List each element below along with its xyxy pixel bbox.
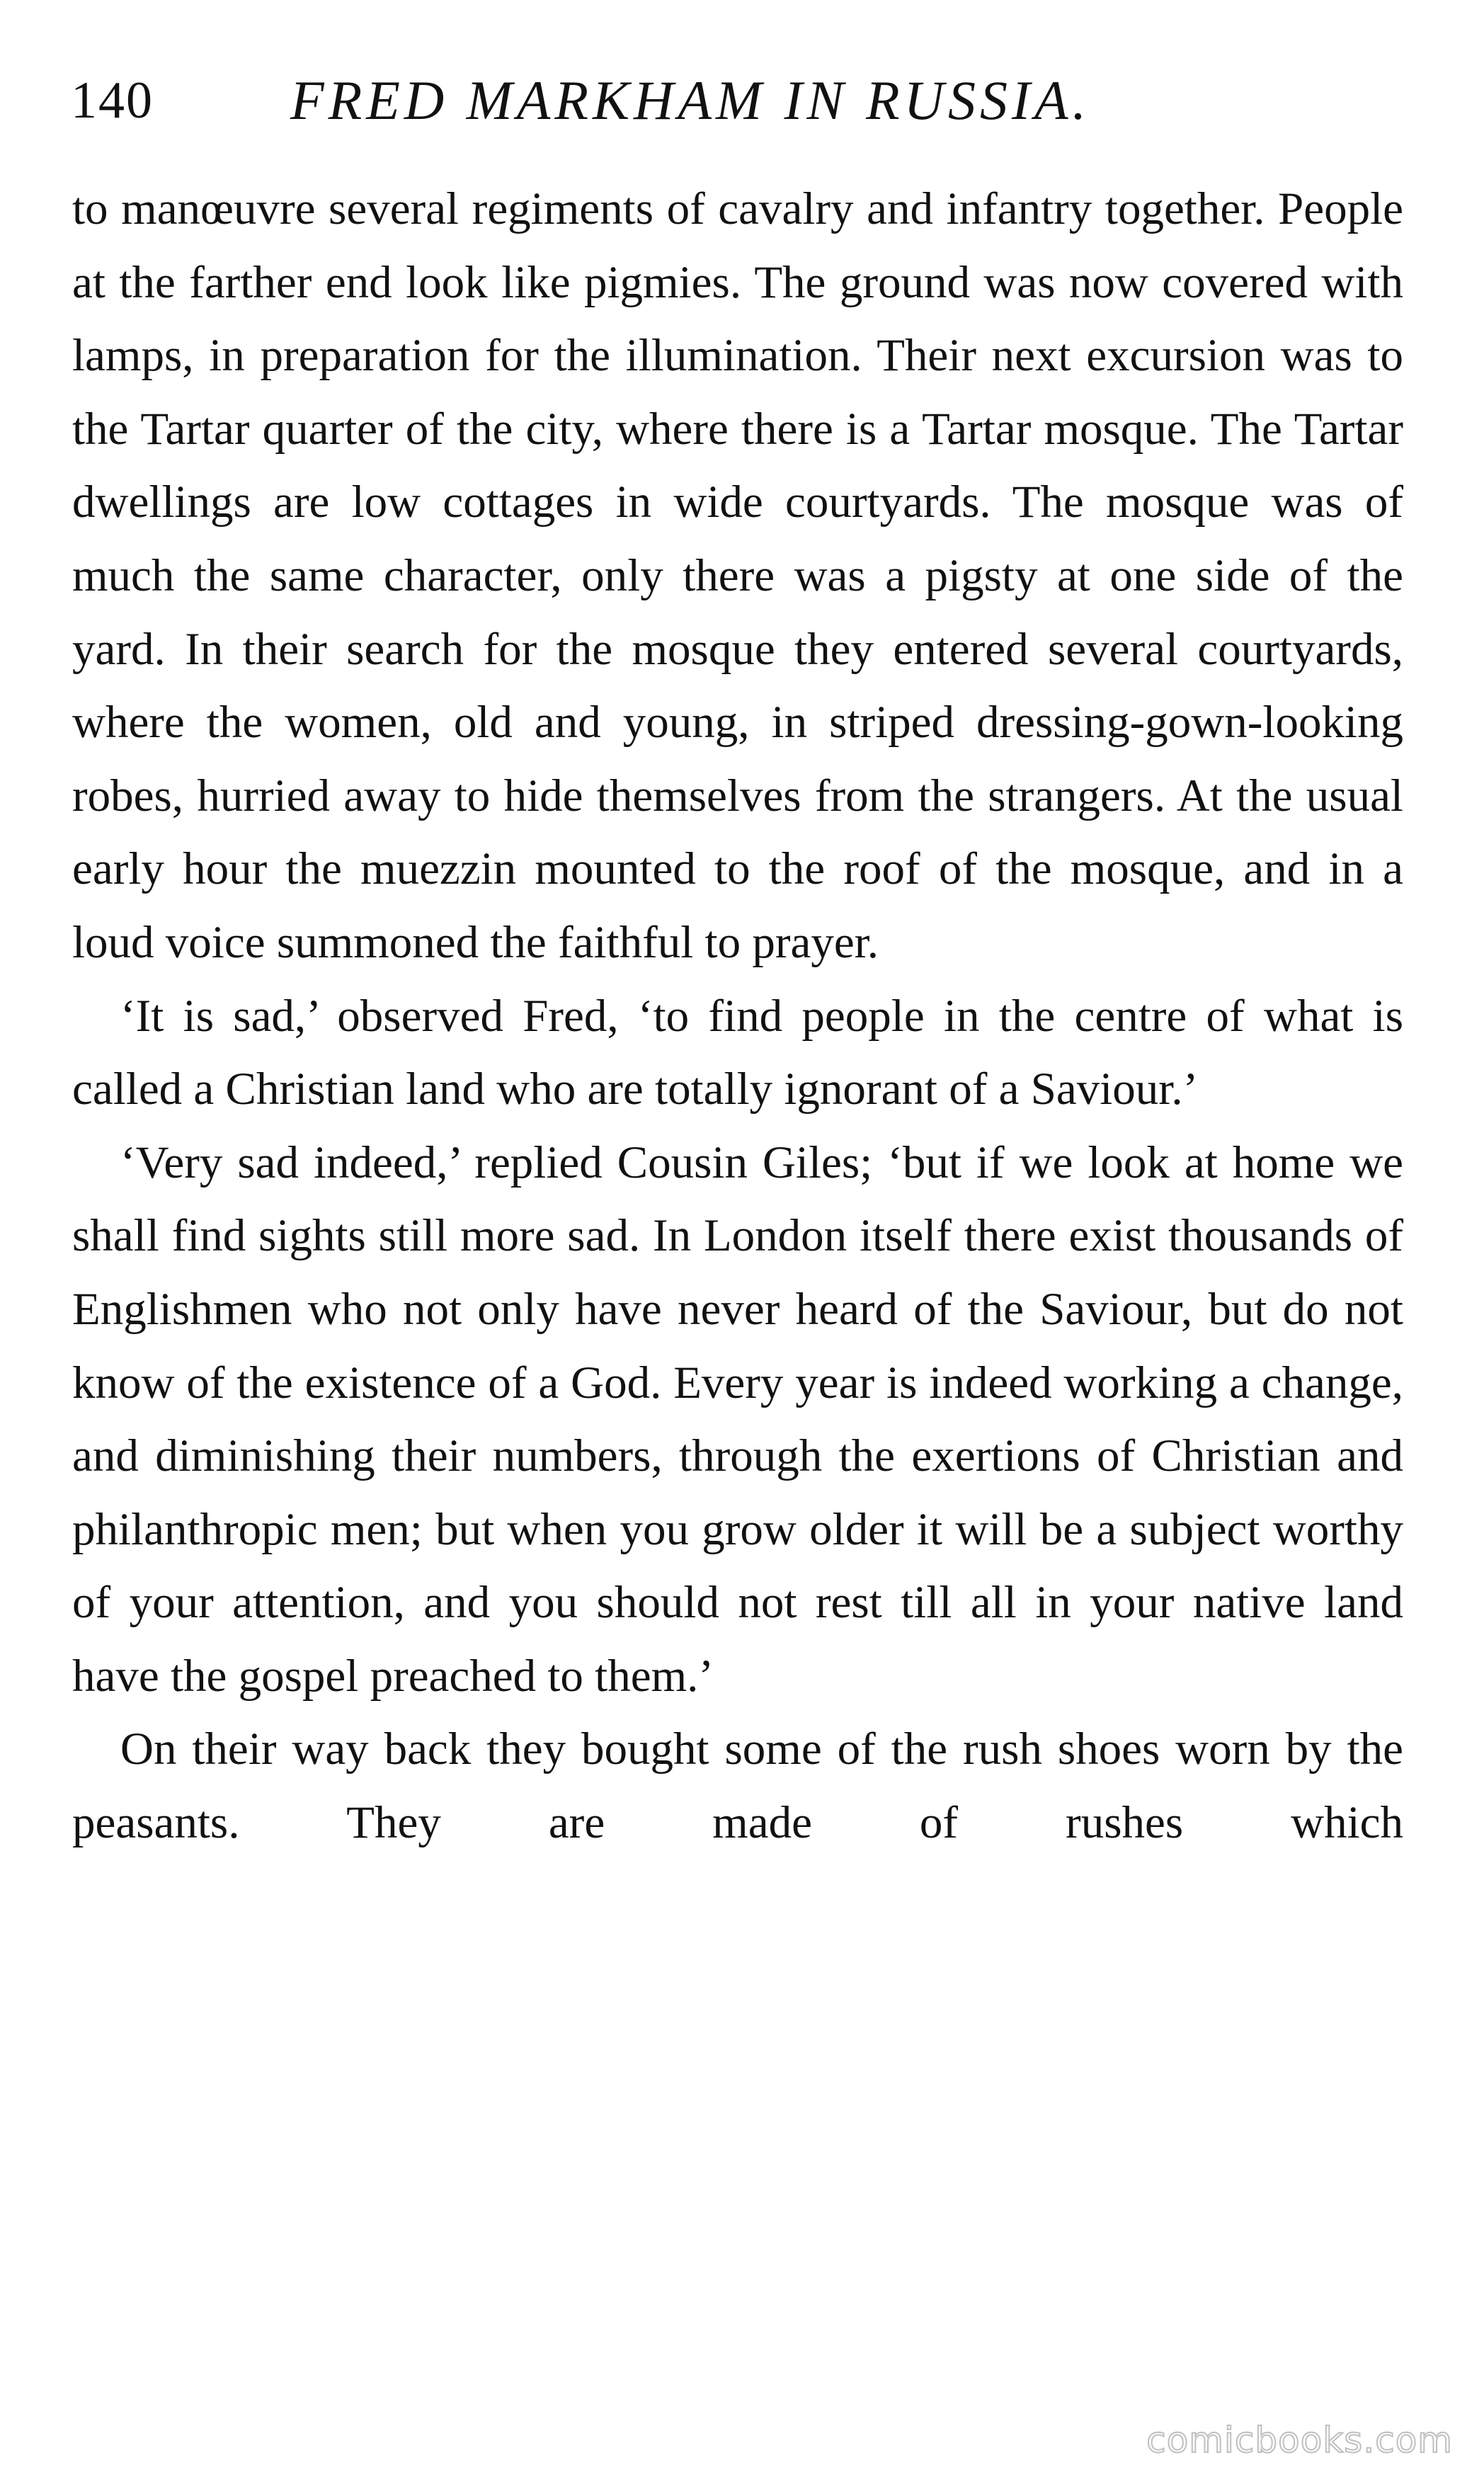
paragraph-1: to manœuvre several regiments of cavalry and infantry together. People at the farther end look like pigmies. The ground was now covered with lamps, in preparation for the illumination. Their next excursion was to the Tartar quarter of the city, where there is a Tartar mosque. The Tartar dwellings are low cottages in wide courtyards. The mosque was of much the same character, only there was a pigsty at one side of the yard. In their search for the mosque they entered several courtyards, where the women, old and young, in striped dressing-gown-looking robes, hurried away to hide themselves from the strangers. At the usual early hour the muezzin mounted to the roof of the mosque, and in a loud voice summoned the faithful to prayer. [72, 183, 1403, 968]
paragraph-3: ‘Very sad indeed,’ replied Cousin Giles; ‘but if we look at home we shall find sights still more sad. In London itself there exist thousands of Englishmen who not only have never heard of the Saviour, but do not know of the existence of a God. Every year is indeed working a change, and diminishing their numbers, through the exertions of Christian and philanthropic men; but when you grow older it will be a subject worthy of your attention, and you should not rest till all in your native land have the gospel preached to them.’ [72, 1137, 1403, 1702]
paragraph-4: On their way back they bought some of the rush shoes worn by the peasants. They are made of rushes which [72, 1724, 1403, 1849]
body-text [72, 173, 1403, 1860]
running-title: FRED MARKHAM IN RUSSIA. [290, 69, 1091, 131]
page-header [71, 65, 1416, 143]
page-number: 140 [71, 72, 154, 130]
paragraph-2: ‘It is sad,’ observed Fred, ‘to find people in the centre of what is called a Christian land who are totally ignorant of a Saviour.’ [72, 990, 1403, 1115]
watermark: comicbooks.com [1146, 2420, 1453, 2461]
